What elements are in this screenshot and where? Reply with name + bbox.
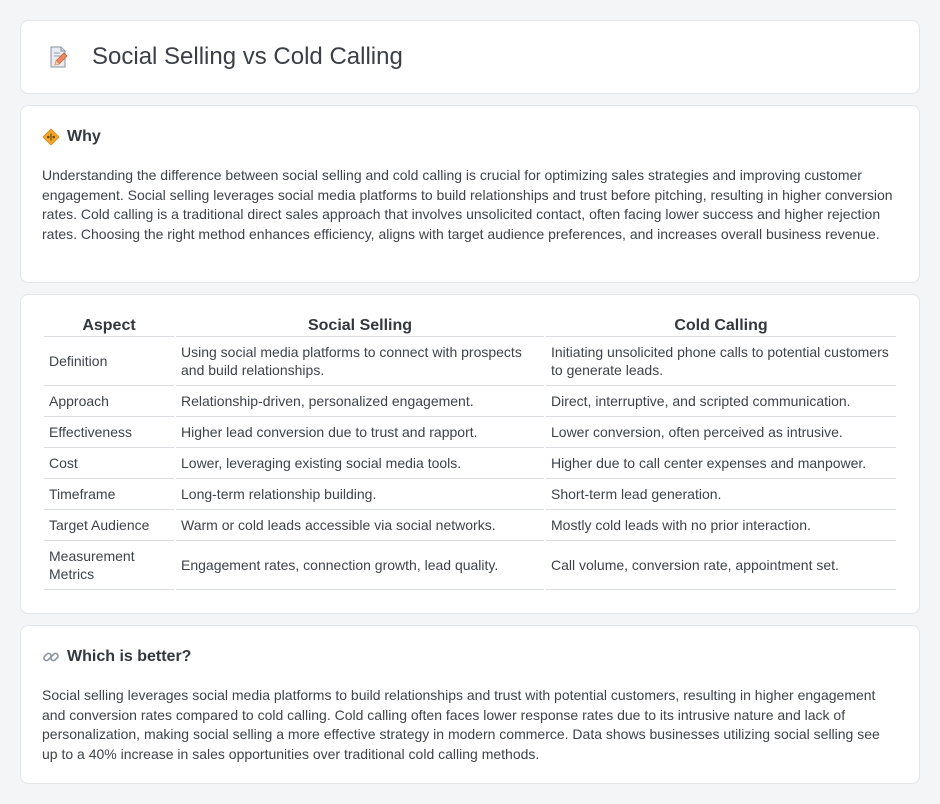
social-selling-cell: Lower, leveraging existing social media tools.: [176, 448, 544, 479]
which-is-better-heading: Which is better?: [67, 648, 192, 665]
aspect-cell: Cost: [44, 448, 174, 479]
header-aspect: Aspect: [44, 315, 174, 337]
cold-calling-cell: Call volume, conversion rate, appointment set.: [546, 541, 896, 590]
page-title: Social Selling vs Cold Calling: [92, 43, 403, 70]
title-card: [20, 20, 920, 94]
table-row: [44, 541, 896, 590]
social-selling-cell: Warm or cold leads accessible via social networks.: [176, 510, 544, 541]
table-row: [44, 386, 896, 417]
comparison-table-card: [20, 294, 920, 614]
cold-calling-cell: Higher due to call center expenses and manpower.: [546, 448, 896, 479]
aspect-cell: Approach: [44, 386, 174, 417]
social-selling-cell: Engagement rates, connection growth, lead quality.: [176, 541, 544, 590]
table-row: [44, 479, 896, 510]
header-cold-calling: Cold Calling: [546, 315, 896, 337]
aspect-cell: Definition: [44, 337, 174, 386]
table-row: [44, 417, 896, 448]
cold-calling-cell: Short-term lead generation.: [546, 479, 896, 510]
cold-calling-cell: Mostly cold leads with no prior interaction.: [546, 510, 896, 541]
which-is-better-section: [20, 625, 920, 784]
table-row: [44, 448, 896, 479]
comparison-table: [42, 315, 898, 590]
social-selling-cell: Using social media platforms to connect with prospects and build relationships.: [176, 337, 544, 386]
aspect-cell: Target Audience: [44, 510, 174, 541]
why-section: [20, 105, 920, 283]
cold-calling-cell: Initiating unsolicited phone calls to potential customers to generate leads.: [546, 337, 896, 386]
aspect-cell: Measurement Metrics: [44, 541, 174, 590]
table-row: [44, 510, 896, 541]
cold-calling-cell: Lower conversion, often perceived as intrusive.: [546, 417, 896, 448]
aspect-cell: Effectiveness: [44, 417, 174, 448]
which-is-better-text: Social selling leverages social media platforms to build relationships and trust with potential customers, resulting in higher engagement and conversion rates compared to cold calling. Cold calling often faces lower response rates due to its intrusive nature and lack of personalization, making social selling a more effective strategy in modern commerce. Data shows businesses utilizing social selling see up to a 40% increase in sales opportunities over traditional cold calling methods.: [42, 687, 880, 762]
aspect-cell: Timeframe: [44, 479, 174, 510]
social-selling-cell: Relationship-driven, personalized engagement.: [176, 386, 544, 417]
social-selling-cell: Higher lead conversion due to trust and rapport.: [176, 417, 544, 448]
link-icon: [42, 648, 60, 666]
document-pencil-icon: [46, 45, 70, 69]
cold-calling-cell: Direct, interruptive, and scripted communication.: [546, 386, 896, 417]
table-row: [44, 337, 896, 386]
social-selling-cell: Long-term relationship building.: [176, 479, 544, 510]
header-social-selling: Social Selling: [176, 315, 544, 337]
diamond-warning-icon: [42, 128, 60, 146]
why-heading: Why: [67, 128, 101, 145]
why-text: Understanding the difference between social selling and cold calling is crucial for optimizing sales strategies and improving customer engagement. Social selling leverages social media platforms to build relationships and trust before pitching, resulting in higher conversion rates. Cold calling is a traditional direct sales approach that involves unsolicited contact, often facing lower success and higher rejection rates. Choosing the right method enhances efficiency, aligns with target audience preferences, and increases overall business revenue.: [42, 167, 893, 242]
